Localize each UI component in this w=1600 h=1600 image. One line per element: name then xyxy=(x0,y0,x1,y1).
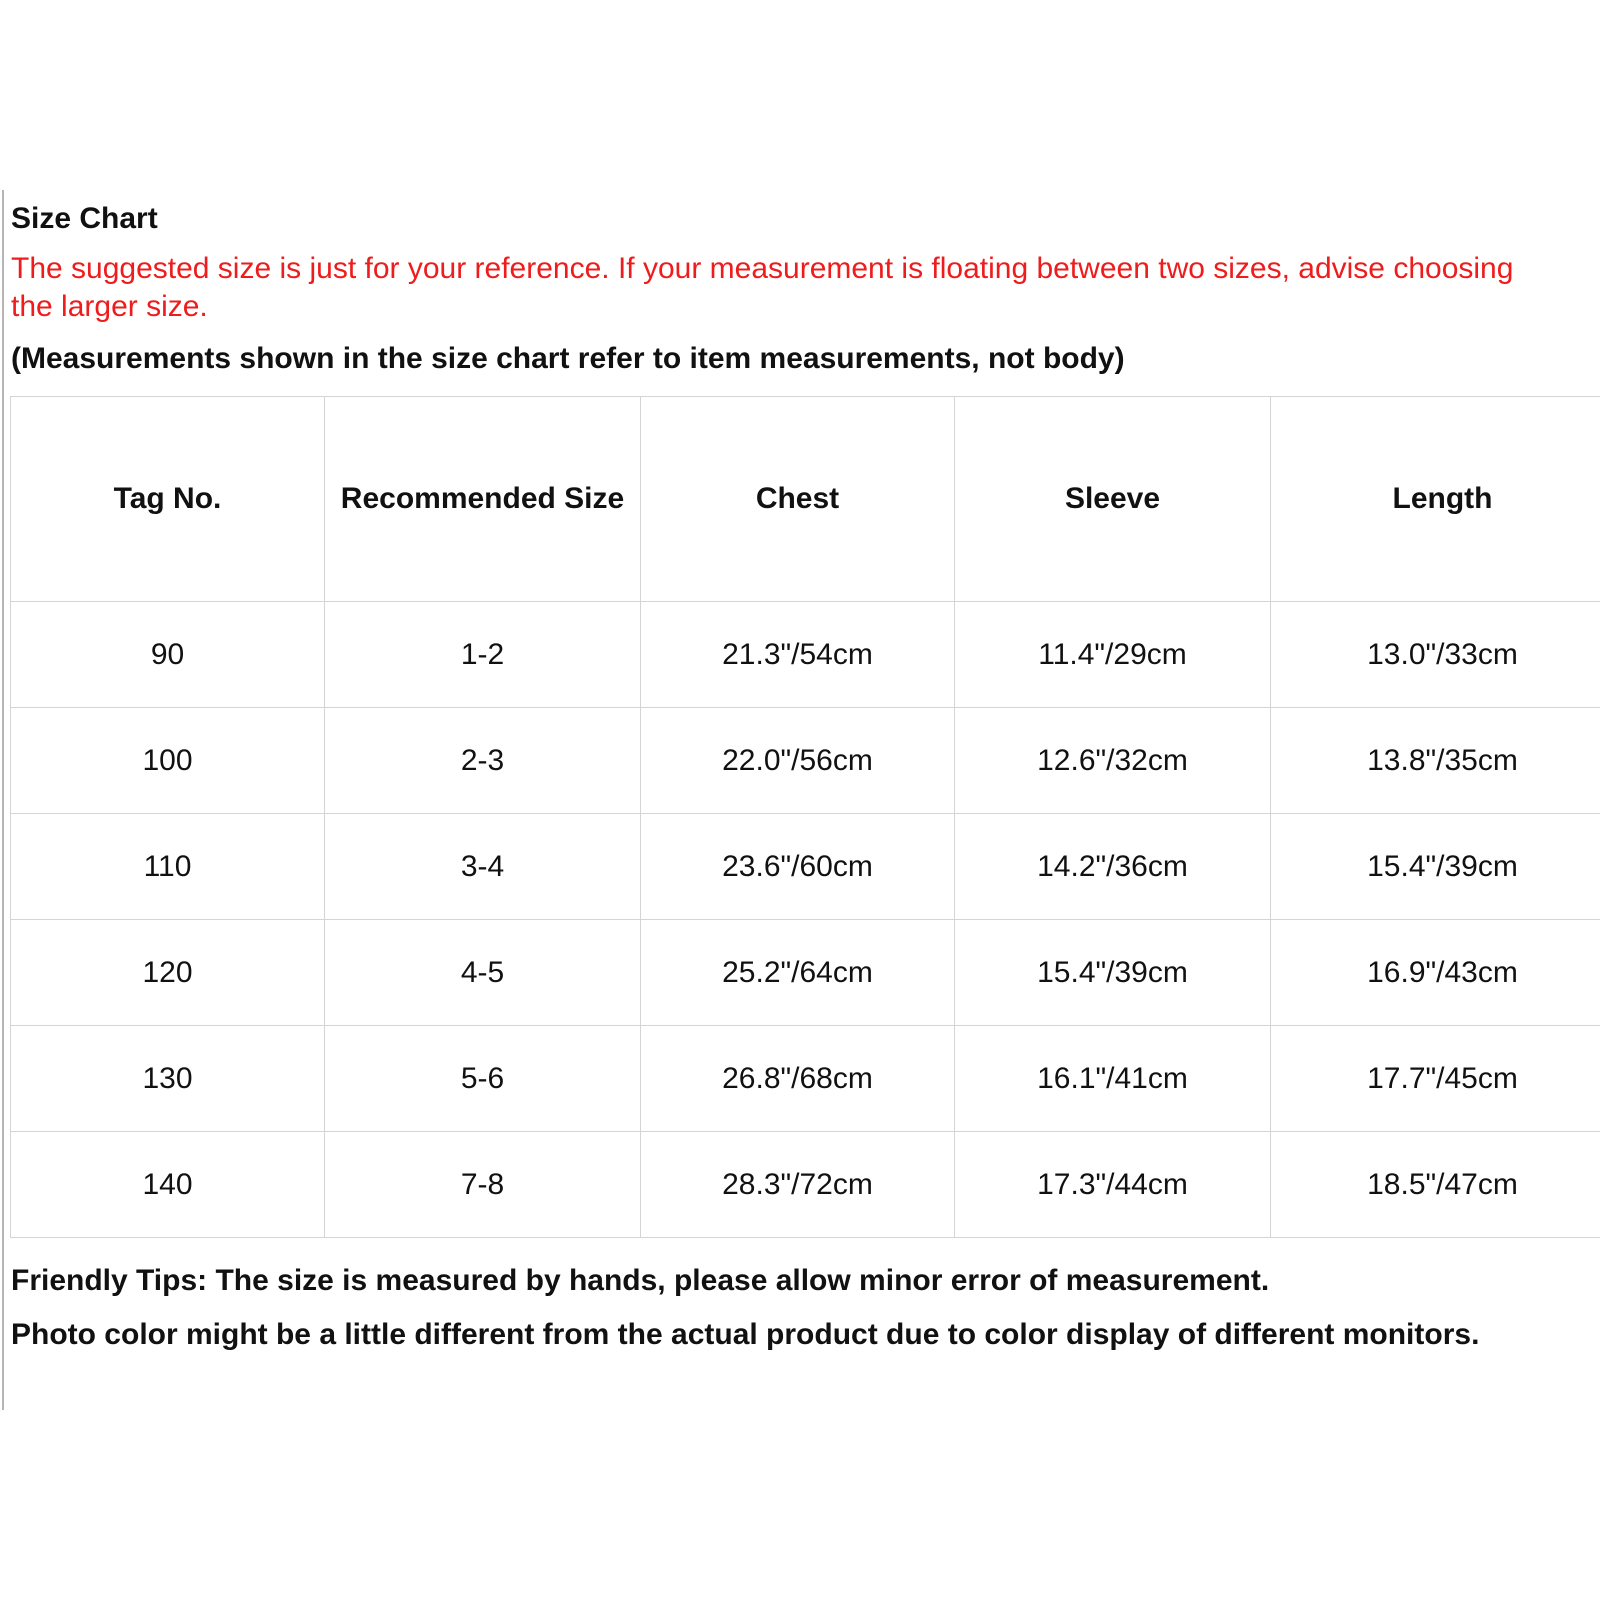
cell-chest: 26.8"/68cm xyxy=(641,1026,955,1132)
left-border-line xyxy=(2,190,4,1410)
size-chart-document xyxy=(11,200,1600,1370)
table-row xyxy=(11,814,1600,920)
cell-recommended-size: 2-3 xyxy=(325,708,641,814)
cell-length: 15.4"/39cm xyxy=(1271,814,1600,920)
cell-recommended-size: 4-5 xyxy=(325,920,641,1026)
header-tag-no: Tag No. xyxy=(11,397,325,602)
table-row xyxy=(11,920,1600,1026)
cell-tag-no: 100 xyxy=(11,708,325,814)
cell-recommended-size: 7-8 xyxy=(325,1132,641,1238)
cell-recommended-size: 1-2 xyxy=(325,602,641,708)
table-row xyxy=(11,708,1600,814)
size-chart-title: Size Chart xyxy=(11,202,158,235)
cell-chest: 25.2"/64cm xyxy=(641,920,955,1026)
table-header-row xyxy=(11,397,1600,602)
photo-color-note: Photo color might be a little different from the actual product due to color display of different monitors. xyxy=(11,1318,1480,1351)
table-row xyxy=(11,1132,1600,1238)
measurement-note: (Measurements shown in the size chart refer to item measurements, not body) xyxy=(11,342,1125,375)
friendly-tips: Friendly Tips: The size is measured by hands, please allow minor error of measurement. xyxy=(11,1264,1270,1297)
cell-tag-no: 140 xyxy=(11,1132,325,1238)
cell-chest: 28.3"/72cm xyxy=(641,1132,955,1238)
cell-chest: 23.6"/60cm xyxy=(641,814,955,920)
cell-length: 16.9"/43cm xyxy=(1271,920,1600,1026)
cell-chest: 22.0"/56cm xyxy=(641,708,955,814)
cell-tag-no: 110 xyxy=(11,814,325,920)
cell-sleeve: 15.4"/39cm xyxy=(955,920,1271,1026)
header-sleeve: Sleeve xyxy=(955,397,1271,602)
cell-length: 17.7"/45cm xyxy=(1271,1026,1600,1132)
table-row xyxy=(11,1026,1600,1132)
size-table xyxy=(10,396,1600,1238)
table-row xyxy=(11,602,1600,708)
cell-tag-no: 120 xyxy=(11,920,325,1026)
cell-length: 13.8"/35cm xyxy=(1271,708,1600,814)
header-chest: Chest xyxy=(641,397,955,602)
cell-recommended-size: 5-6 xyxy=(325,1026,641,1132)
cell-tag-no: 90 xyxy=(11,602,325,708)
cell-sleeve: 17.3"/44cm xyxy=(955,1132,1271,1238)
cell-chest: 21.3"/54cm xyxy=(641,602,955,708)
cell-length: 13.0"/33cm xyxy=(1271,602,1600,708)
cell-length: 18.5"/47cm xyxy=(1271,1132,1600,1238)
header-length: Length xyxy=(1271,397,1600,602)
size-notice: The suggested size is just for your reference. If your measurement is floating between two sizes, advise choosing the larger size. xyxy=(11,252,1514,323)
cell-sleeve: 14.2"/36cm xyxy=(955,814,1271,920)
cell-recommended-size: 3-4 xyxy=(325,814,641,920)
header-recommended-size-label: Recommended Size xyxy=(340,482,625,515)
header-recommended-size xyxy=(325,397,641,602)
cell-sleeve: 12.6"/32cm xyxy=(955,708,1271,814)
cell-sleeve: 16.1"/41cm xyxy=(955,1026,1271,1132)
tips-section xyxy=(11,1262,1600,1354)
cell-tag-no: 130 xyxy=(11,1026,325,1132)
cell-sleeve: 11.4"/29cm xyxy=(955,602,1271,708)
